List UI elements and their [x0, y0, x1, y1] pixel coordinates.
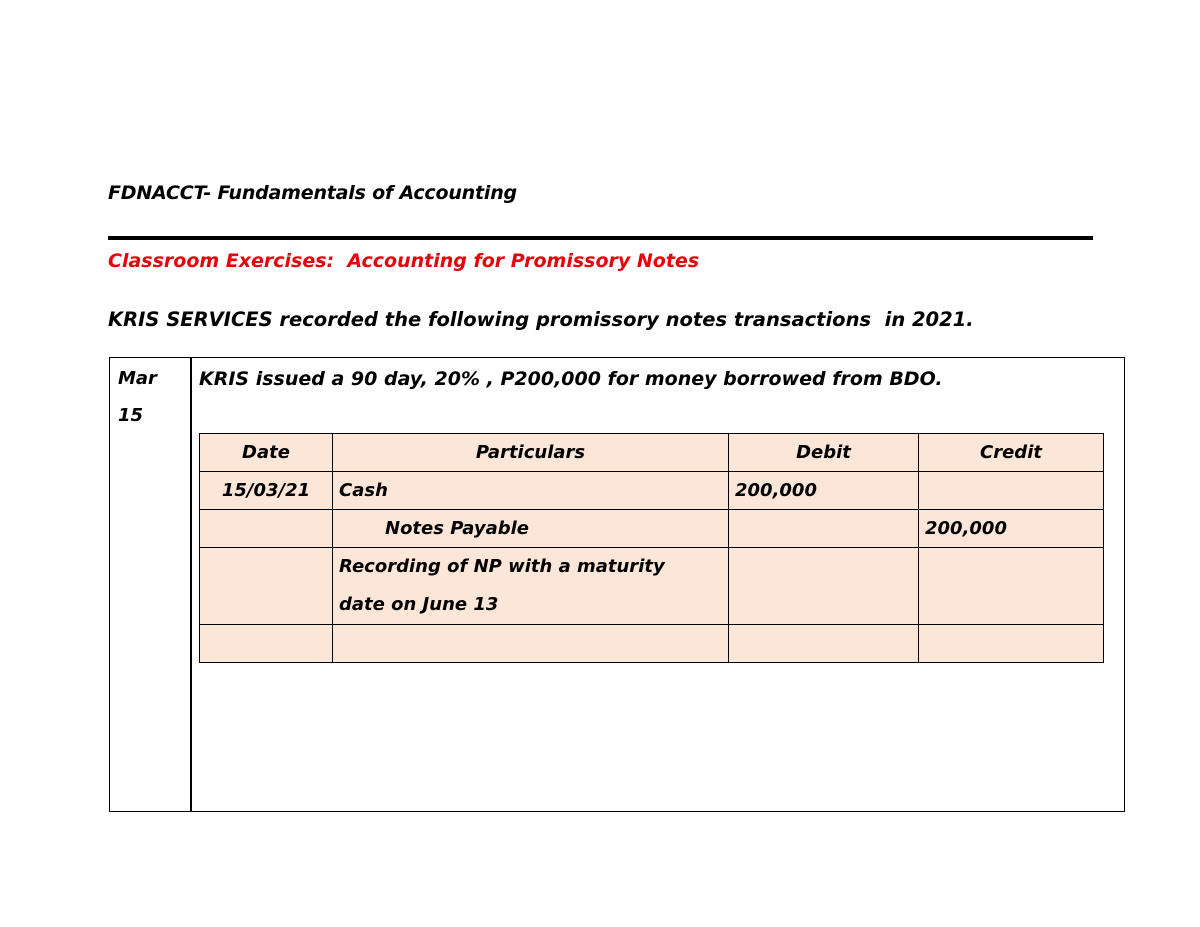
intro-text: KRIS SERVICES recorded the following promissory notes transactions in 2021.	[108, 308, 974, 331]
transaction-description: KRIS issued a 90 day, 20% , P200,000 for money borrowed from BDO.	[199, 368, 943, 390]
journal-row	[200, 472, 1104, 510]
journal-row	[200, 510, 1104, 548]
cell-credit	[919, 625, 1104, 663]
cell-debit	[729, 625, 919, 663]
cell-date	[200, 548, 333, 625]
cell-credit: 200,000	[919, 510, 1104, 548]
journal-empty-row	[200, 625, 1104, 663]
exercise-title: Classroom Exercises: Accounting for Promissory Notes	[108, 250, 700, 272]
header-credit: Credit	[919, 434, 1104, 472]
cell-credit	[919, 548, 1104, 625]
memo-line-2: date on June 13	[339, 594, 499, 615]
cell-date: 15/03/21	[200, 472, 333, 510]
cell-particulars	[333, 625, 729, 663]
header-particulars: Particulars	[333, 434, 729, 472]
cell-particulars: Cash	[333, 472, 729, 510]
cell-memo	[333, 548, 729, 625]
memo-line-1: Recording of NP with a maturity	[339, 556, 665, 577]
transaction-day: 15	[118, 405, 144, 426]
transaction-month: Mar	[118, 368, 157, 389]
cell-debit: 200,000	[729, 472, 919, 510]
cell-date	[200, 625, 333, 663]
cell-particulars: Notes Payable	[333, 510, 729, 548]
header-date: Date	[200, 434, 333, 472]
header-rule	[108, 236, 1093, 240]
course-title: FDNACCT- Fundamentals of Accounting	[108, 182, 517, 204]
journal-memo-row	[200, 548, 1104, 625]
cell-debit	[729, 548, 919, 625]
cell-debit	[729, 510, 919, 548]
journal-entry-table	[199, 433, 1104, 663]
column-divider	[190, 358, 192, 811]
header-debit: Debit	[729, 434, 919, 472]
journal-header-row	[200, 434, 1104, 472]
cell-credit	[919, 472, 1104, 510]
cell-date	[200, 510, 333, 548]
